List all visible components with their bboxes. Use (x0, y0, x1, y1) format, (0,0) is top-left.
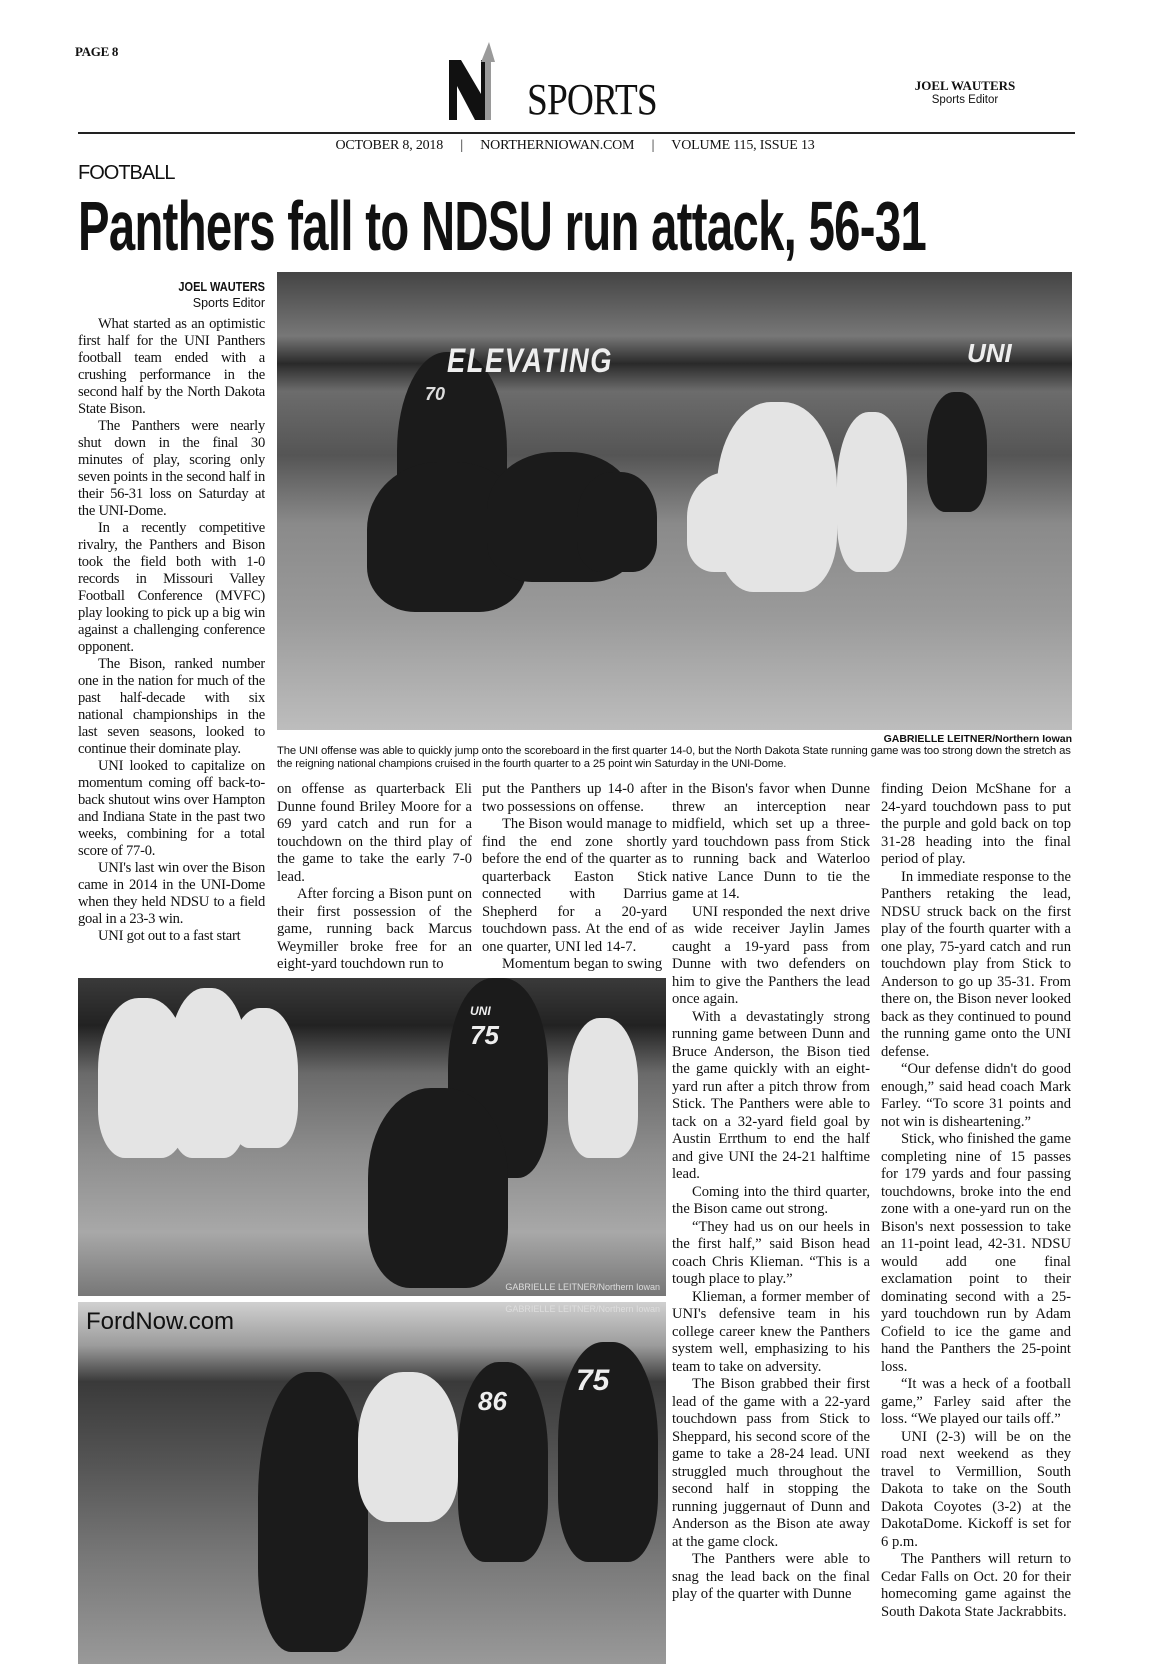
editor-role: Sports Editor (931, 94, 999, 106)
photo-credit: GABRIELLE LEITNER/Northern Iowan (505, 1304, 660, 1314)
paragraph: UNI looked to capitalize on momentum coming off back-to-back shutout wins over Hampton and Indiana State in the past two weeks, combining for a total score of 77-0. (78, 758, 265, 859)
byline-role: Sports Editor (192, 296, 265, 310)
page-number: PAGE 8 (75, 44, 119, 59)
paragraph: What started as an optimistic first half for the UNI Panthers football team ended with a crushing performance in the second half by the North Dakota State Bison. (78, 316, 265, 417)
article-column-3 (482, 781, 667, 971)
stadium-signage: ELEVATING (447, 342, 614, 380)
paragraph: Coming into the third quarter, the Bison came out strong. (672, 1183, 870, 1217)
paragraph: finding Deion McShane for a 24-yard touchdown pass to put the purple and gold back on top 31-28 heading into the final period of play. (881, 781, 1071, 867)
stadium-signage-uni: UNI (967, 338, 1012, 368)
website-link[interactable]: NORTHERNIOWAN.COM (480, 138, 635, 153)
paragraph: UNI's last win over the Bison came in 2014 in the UNI-Dome when they held NDSU to a field goal in a 23-3 win. (78, 860, 265, 927)
paragraph: The Bison grabbed their first lead of the game with a 22-yard touchdown pass from Stick to Sheppard, his second score of the game to take a 28-24 lead. UNI struggled much throughout the second half in stopping the running juggernaut of Dunn and Anderson as the Bison ate away at the game clock. (672, 1376, 870, 1550)
paragraph: In immediate response to the Panthers retaking the lead, NDSU struck back on the first play of the fourth quarter with a one play, 75-yard catch and run touchdown play from Stick to Anderson to go up 35-31. From there on, the Bison never looked back as they continued to pound the running game onto the UNI defense. (881, 868, 1071, 1060)
paragraph: on offense as quarterback Eli Dunne found Briley Moore for a 69 yard catch and run for a touchdown on the third play of the game to take the early 7-0 lead. (277, 781, 472, 885)
section-title: SPORTS (527, 75, 657, 124)
photo-credit: GABRIELLE LEITNER/Northern Iowan (883, 733, 1072, 745)
paragraph: With a devastatingly strong running game between Dunn and Bruce Anderson, the Bison tied the game quickly with an eight-yard run after a pitch throw from Stick. The Panthers were able to tack on a 32-yard field goal by Austin Errthum to end the half and give UNI the 24-21 halftime lead. (672, 1008, 870, 1182)
jersey-number: 75 (470, 1020, 499, 1050)
byline (78, 280, 265, 312)
dateline (0, 138, 1150, 154)
article-column-4 (672, 781, 870, 1663)
photo-credit: GABRIELLE LEITNER/Northern Iowan (505, 1282, 660, 1292)
article-headline: Panthers fall to NDSU run attack, 56-31 (78, 187, 927, 265)
game-photo-line-of-scrimmage (277, 272, 1072, 730)
separator: | (460, 138, 463, 153)
article-column-2 (277, 781, 472, 971)
paragraph: The Panthers were able to snag the lead back on the final play of the quarter with Dunne (672, 1551, 870, 1602)
paragraph: UNI responded the next drive as wide receiver Jaylin James caught a 19-yard pass from Dunne with two defenders on him to give the Panthers the lead once again. (672, 903, 870, 1007)
northern-iowan-logo-icon (447, 42, 527, 122)
section-editor (900, 78, 1030, 106)
article-column-1 (78, 316, 265, 974)
paragraph: Momentum began to swing (502, 956, 663, 971)
paragraph: in the Bison's favor when Dunne threw an interception near midfield, which set up a three-yard touchdown pass from Stick to running back and Waterloo native Lance Dunn to tie the game at 14. (672, 781, 870, 902)
paragraph: Klieman, a former member of UNI's defensive team in his college career knew the Panthers system well, emphasizing to his team to take on adversity. (672, 1288, 870, 1375)
volume-issue: VOLUME 115, ISSUE 13 (671, 138, 815, 153)
jersey-number: 70 (425, 384, 446, 404)
paragraph: Stick, who finished the game completing nine of 15 passes for 179 yards and four passing touchdowns, broke into the end zone with a one-yard run on the Bison's next possession to take an 11-point lead, 42-31. NDSU would add one final exclamation point to their dominating second with a 25-yard touchdown run by Adam Cofield to ice the game and hand the Panthers the 25-point loss. (881, 1131, 1071, 1375)
paragraph: After forcing a Bison punt on their first possession of the game, running back Marcus Weymiller broke free for an eight-yard touchdown run to (277, 886, 472, 971)
paragraph: The Panthers will return to Cedar Falls on Oct. 20 for their homecoming game against the South Dakota State Jackrabbits. (881, 1551, 1071, 1620)
paragraph: “They had us on our heels in the first half,” said Bison head coach Chris Klieman. “This is a tough place to play.” (672, 1218, 870, 1287)
masthead-divider (78, 132, 1075, 134)
sports-section-logo (447, 42, 687, 122)
paragraph: The Bison would manage to find the end zone shortly before the end of the quarter as quarterback Easton Stick connected with Darrius Shepherd for a 20-yard touchdown pass. At the end of one quarter, UNI led 14-7. (482, 816, 667, 955)
article-column-5 (881, 781, 1071, 1671)
paragraph: The Bison, ranked number one in the nation for much of the past half-decade with six national championships in the last seven seasons, looked to continue their dominate play. (78, 656, 265, 757)
article-kicker: FOOTBALL (78, 162, 175, 184)
byline-name: JOEL WAUTERS (178, 280, 265, 294)
jersey-text: UNI (470, 1004, 491, 1018)
paragraph: UNI (2-3) will be on the road next weekend as they travel to Vermillion, South Dakota to take on the South Dakota Coyotes (3-2) at the DakotaDome. Kickoff is set for 6 p.m. (881, 1428, 1071, 1550)
paragraph: UNI got out to a fast start (98, 928, 241, 944)
photo-caption: The UNI offense was able to quickly jump onto the scoreboard in the first quarter 14-0, but the North Dakota State running game was too strong down the stretch as the reigning national champions cruised in the fourth quarter to a 25 point win Saturday in the UNI-Dome. (277, 745, 1071, 770)
paragraph: “Our defense didn't do good enough,” said head coach Mark Farley. “To score 31 points and not win is disheartening.” (881, 1061, 1071, 1130)
editor-name: JOEL WAUTERS (914, 78, 1016, 93)
issue-date: OCTOBER 8, 2018 (335, 138, 444, 153)
paragraph: put the Panthers up 14-0 after two possessions on offense. (482, 781, 667, 815)
jersey-number: 75 (576, 1364, 610, 1397)
game-photo-running-back (78, 978, 666, 1296)
jersey-number: 86 (478, 1386, 507, 1416)
paragraph: “It was a heck of a football game,” Farley said after the loss. “We played our tails off.” (881, 1376, 1071, 1427)
game-photo-quarterback (78, 1302, 666, 1664)
separator: | (651, 138, 655, 153)
paragraph: The Panthers were nearly shut down in the final 30 minutes of play, scoring only seven points in the second half in their 56-31 loss on Saturday at the UNI-Dome. (78, 418, 265, 519)
paragraph: In a recently competitive rivalry, the Panthers and Bison took the field both with 1-0 records in Missouri Valley Football Conference (MVFC) play looking to pick up a big win against a challenging conference opponent. (78, 520, 265, 655)
ad-signage: FordNow.com (86, 1308, 235, 1335)
